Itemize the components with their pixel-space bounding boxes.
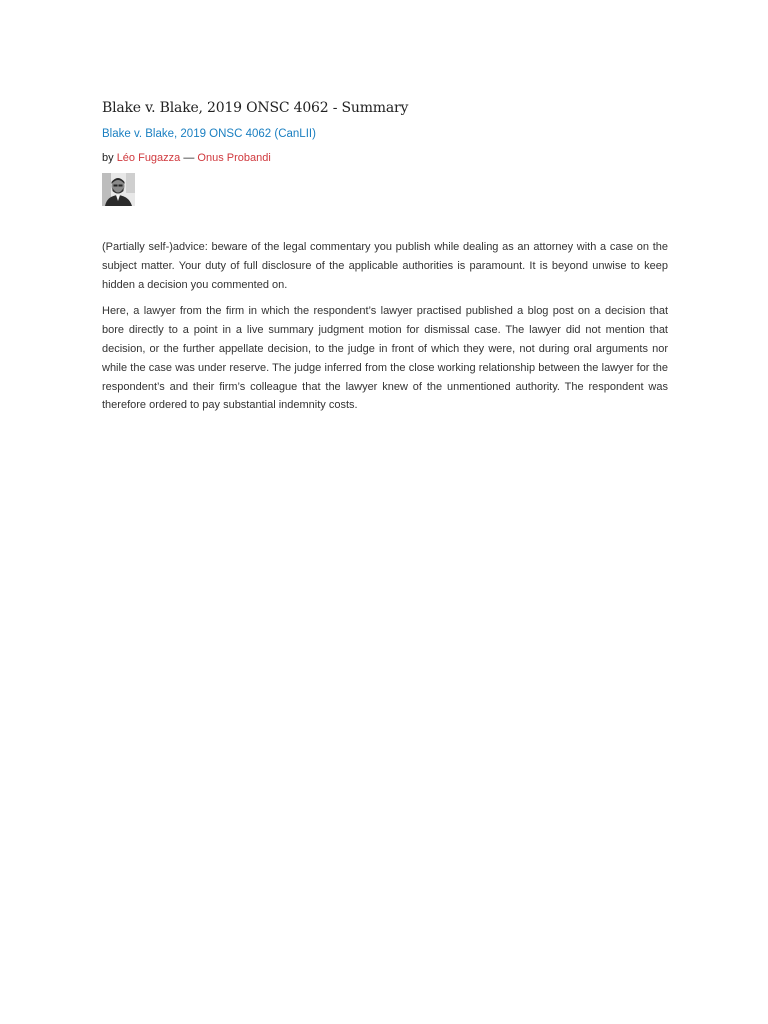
paragraph-1: (Partially self-)advice: beware of the legal commentary you publish while dealing as an attorney with a case on the subject matter. Your duty of full disclosure of the applicable authorities is paramount. It is beyond unwise to keep hidden a decision you commented on. bbox=[102, 241, 668, 291]
case-link[interactable]: Blake v. Blake, 2019 ONSC 4062 (CanLII) bbox=[102, 128, 316, 140]
byline-prefix: by bbox=[102, 152, 114, 164]
publication-link[interactable]: Onus Probandi bbox=[197, 152, 271, 164]
byline-separator: — bbox=[183, 152, 195, 164]
article-title: Blake v. Blake, 2019 ONSC 4062 - Summary bbox=[102, 100, 409, 116]
author-link[interactable]: Léo Fugazza bbox=[116, 152, 181, 164]
author-avatar bbox=[102, 173, 135, 206]
byline bbox=[102, 152, 668, 164]
article bbox=[102, 100, 668, 423]
article-body bbox=[102, 238, 668, 415]
paragraph-2: Here, a lawyer from the firm in which the respondent’s lawyer practised published a blog post on a decision that bore directly to a point in a live summary judgment motion for dismissal case. The lawyer did not mention that decision, or the further appellate decision, to the judge in front of which they were, not during oral arguments nor while the case was under reserve. The judge inferred from the close working relationship between the lawyer for the respondent’s and their firm’s colleague that the lawyer knew of the unmentioned authority. The respondent was therefore ordered to pay substantial indemnity costs. bbox=[102, 305, 668, 412]
